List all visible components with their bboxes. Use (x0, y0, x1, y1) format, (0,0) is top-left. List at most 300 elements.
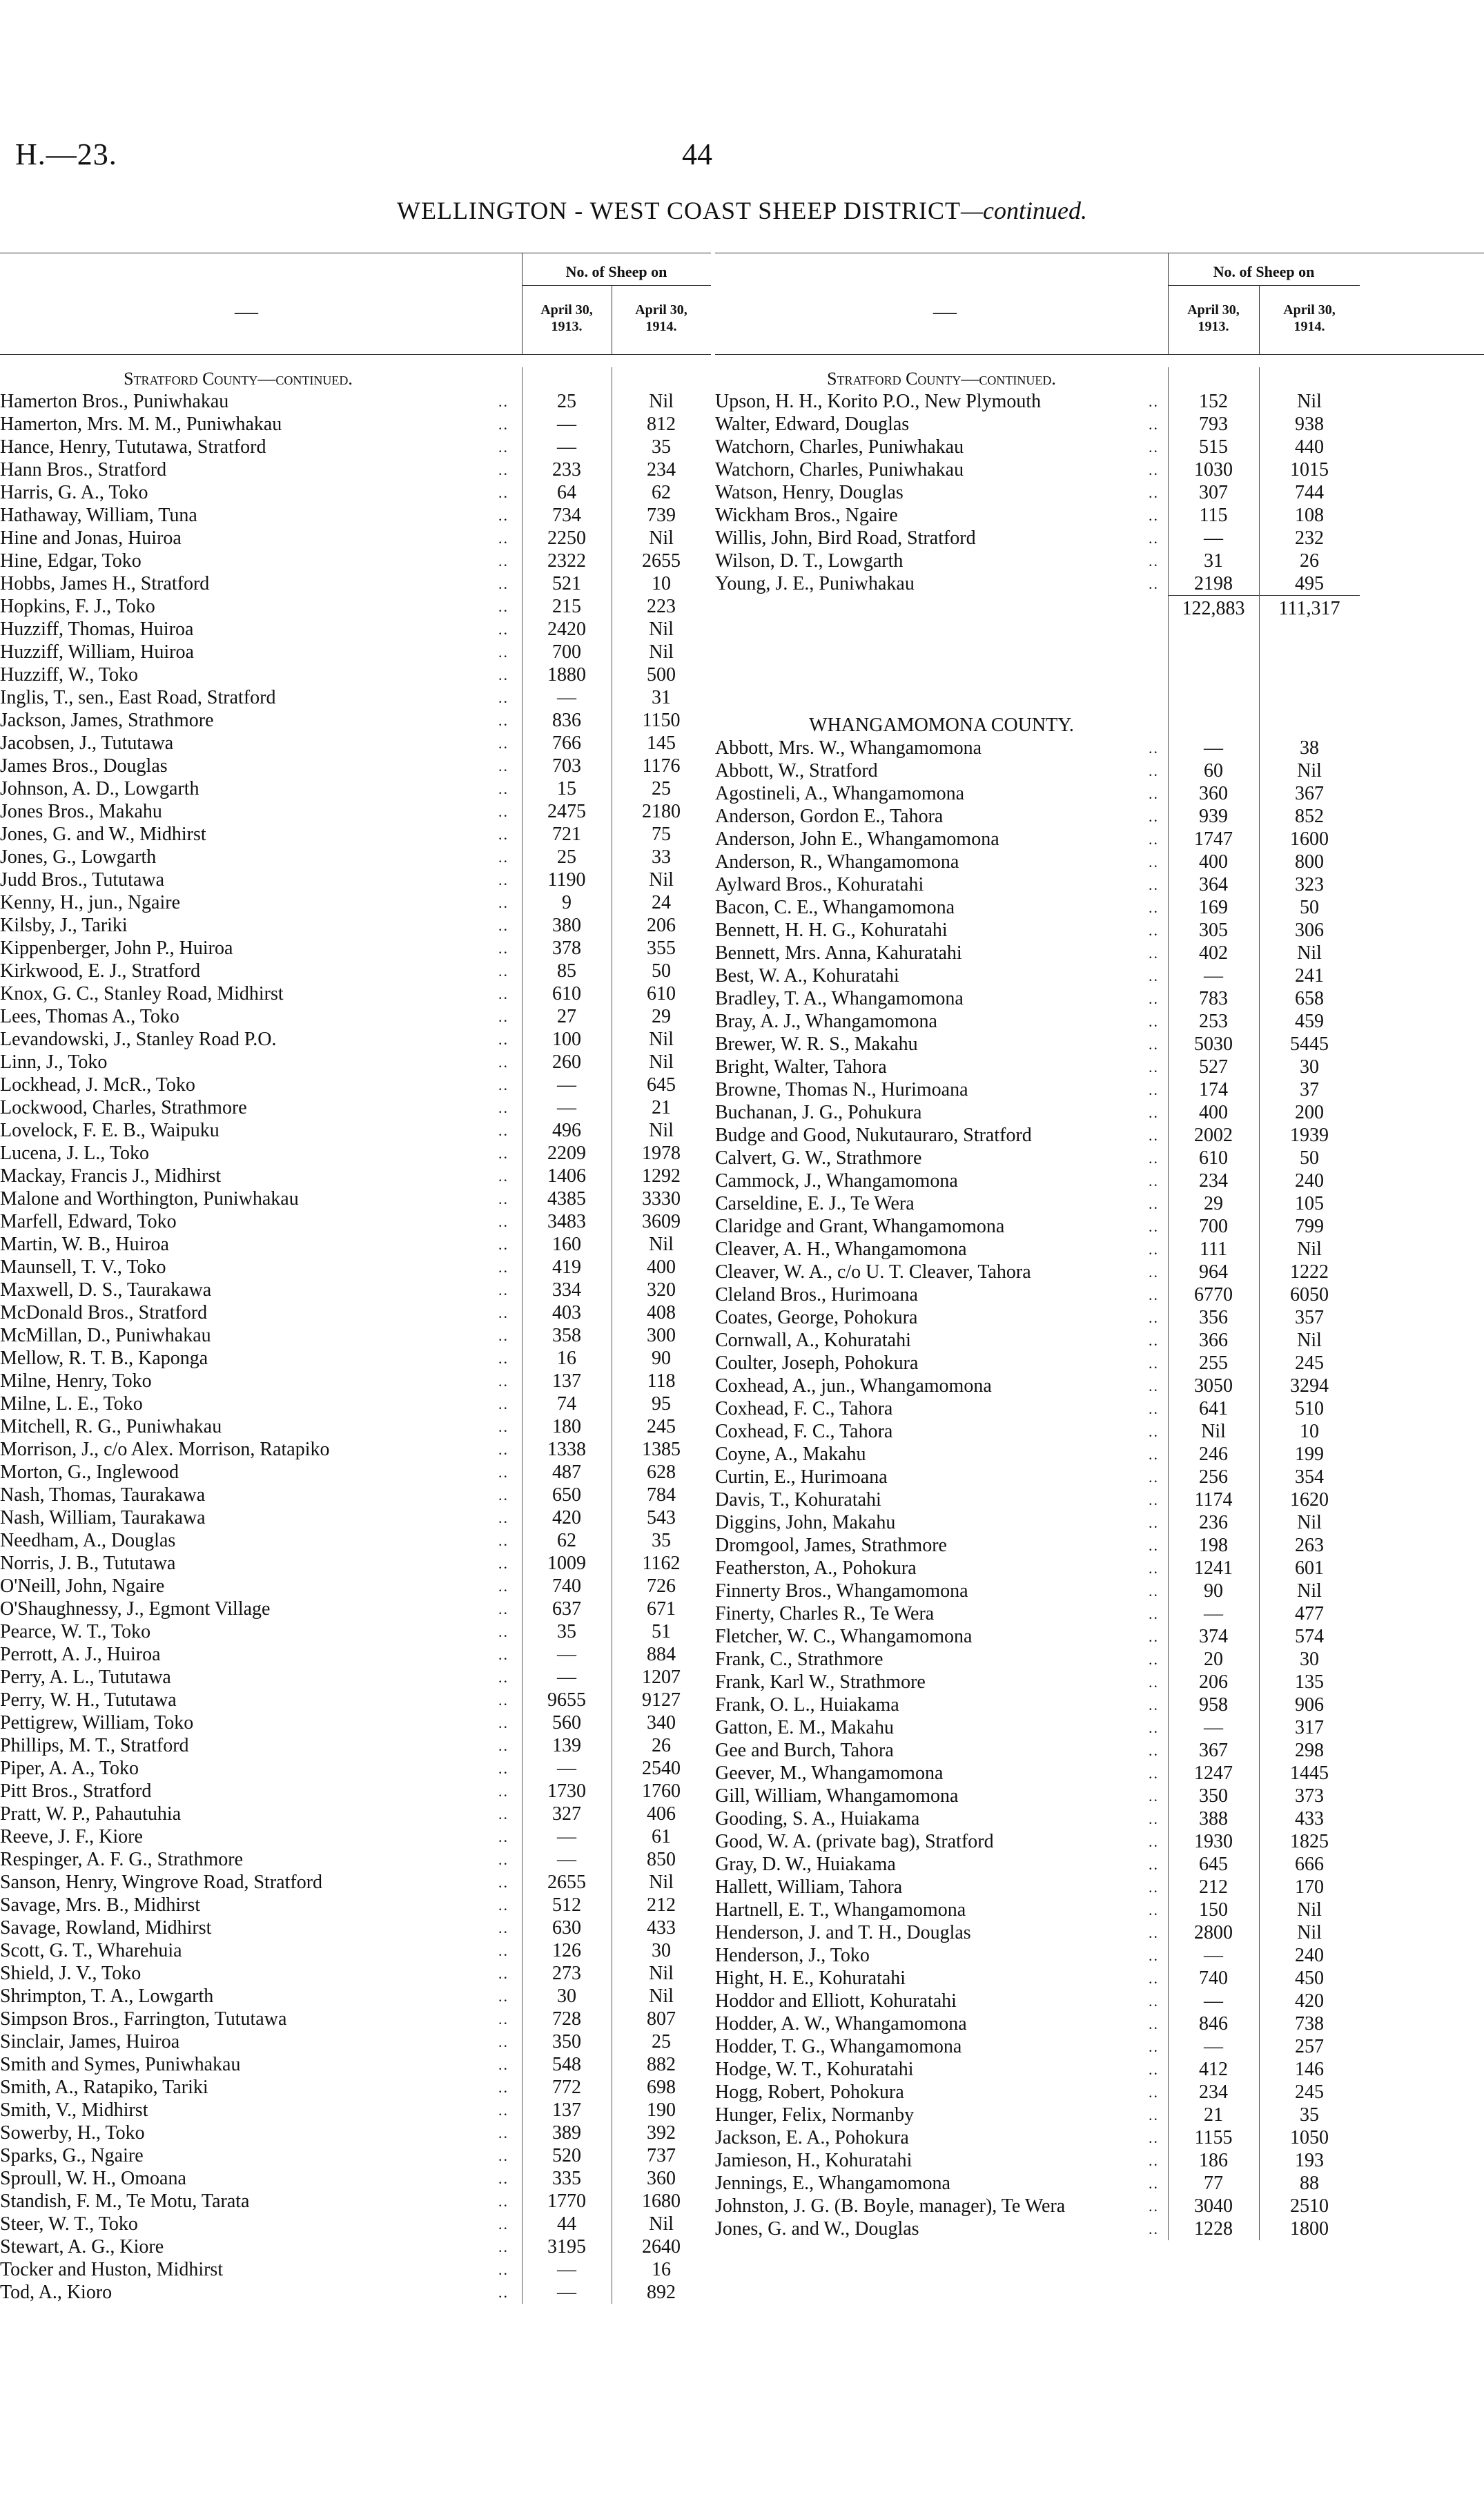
sheep-1913: — (1204, 1945, 1223, 1966)
table-row (715, 413, 1484, 436)
table-row (0, 914, 711, 937)
leader-dots: .. (1149, 1651, 1159, 1668)
sheep-1914: 212 (647, 1894, 676, 1916)
sheep-1913: 783 (1199, 988, 1228, 1009)
table-row (715, 1739, 1484, 1762)
sheep-1914: 24 (652, 892, 671, 913)
sheep-1913: 419 (552, 1256, 581, 1278)
sheep-1914: 1222 (1290, 1261, 1329, 1283)
entry-name: O'Shaughnessy, J., Egmont Village (0, 1598, 271, 1620)
sheep-1913: 560 (552, 1712, 581, 1734)
entry-name: Shrimpton, T. A., Lowgarth (0, 1986, 214, 2007)
entry-name: Bennett, Mrs. Anna, Kahuratahi (715, 942, 962, 964)
table-row (0, 1711, 711, 1734)
leader-dots: .. (498, 1714, 509, 1731)
leader-dots: .. (498, 1281, 509, 1299)
entry-name: Kilsby, J., Tariki (0, 915, 128, 936)
sheep-1914: Nil (1297, 1330, 1322, 1351)
sheep-1914: 1939 (1290, 1125, 1329, 1146)
leader-dots: .. (498, 416, 509, 433)
table-row (0, 1894, 711, 1916)
sheep-1913: 548 (552, 2054, 581, 2075)
table-row (0, 504, 711, 527)
leader-dots: .. (1149, 2197, 1159, 2215)
table-row (715, 759, 1484, 782)
entry-name: Johnson, A. D., Lowgarth (0, 778, 199, 799)
table-row (0, 1871, 711, 1894)
sheep-1913: 1155 (1194, 2127, 1233, 2148)
entry-name: Hodder, T. G., Whangamomona (715, 2036, 962, 2057)
entry-name: Brewer, W. R. S., Makahu (715, 1033, 918, 1055)
table-row (0, 1780, 711, 1803)
table-row (715, 1648, 1484, 1671)
leader-dots: .. (1149, 1491, 1159, 1508)
leader-dots: .. (498, 1942, 509, 1959)
leader-dots: .. (498, 826, 509, 843)
table-row (715, 737, 1484, 759)
section-total-row (715, 595, 1484, 623)
entry-name: Gee and Burch, Tahora (715, 1740, 894, 1761)
leader-dots: .. (498, 1054, 509, 1071)
table-row (715, 851, 1484, 873)
leader-dots: .. (1149, 1355, 1159, 1372)
sheep-1913: — (557, 1758, 576, 1779)
table-row (715, 1238, 1484, 1261)
sheep-1914: Nil (649, 1986, 674, 2007)
sheep-1914: Nil (1297, 760, 1322, 781)
sheep-1913: 334 (552, 1279, 581, 1301)
sheep-1914: 234 (647, 459, 676, 480)
entry-name: Carseldine, E. J., Te Wera (715, 1193, 915, 1214)
sheep-1913: 400 (1199, 1102, 1228, 1123)
sheep-1914: 355 (647, 938, 676, 959)
sheep-1913: 2002 (1194, 1125, 1233, 1146)
entry-name: Pratt, W. P., Pahautuhia (0, 1803, 182, 1825)
sheep-1914: 807 (647, 2008, 676, 2030)
table-row (0, 1803, 711, 1825)
entry-name: Norris, J. B., Tututawa (0, 1553, 176, 1574)
entry-name: Huzziff, W., Toko (0, 664, 138, 686)
sheep-1913: 366 (1199, 1330, 1228, 1351)
sheep-1913: 1247 (1194, 1763, 1233, 1784)
leader-dots: .. (1149, 393, 1159, 410)
leader-dots: .. (1149, 808, 1159, 825)
table-row (0, 1757, 711, 1780)
sheep-1913: 2198 (1194, 573, 1233, 594)
sheep-1913: 174 (1199, 1079, 1228, 1100)
table-row (715, 1329, 1484, 1352)
table-row (715, 1215, 1484, 1238)
table-row (715, 2149, 1484, 2172)
sheep-1913: 630 (552, 1917, 581, 1939)
leader-dots: .. (498, 780, 509, 797)
entry-name: Anderson, Gordon E., Tahora (715, 806, 944, 827)
entry-name: Milne, L. E., Toko (0, 1393, 143, 1415)
entry-name: Shield, J. V., Toko (0, 1963, 141, 1984)
sheep-1913: 641 (1199, 1398, 1228, 1419)
sheep-1913: 1190 (547, 869, 586, 891)
sheep-1914: 1176 (642, 755, 681, 777)
sheep-1914: 241 (1295, 965, 1324, 987)
table-row (715, 1602, 1484, 1625)
sheep-1913: 31 (1204, 550, 1223, 572)
sheep-1914: 645 (647, 1074, 676, 1096)
leader-dots: .. (1149, 1514, 1159, 1531)
entry-name: Sparks, G., Ngaire (0, 2145, 144, 2166)
sheep-1914: 2655 (642, 550, 681, 572)
page-title (0, 196, 1484, 225)
sheep-1913: — (557, 2282, 576, 2303)
leader-dots: .. (1149, 1605, 1159, 1622)
table-row (0, 1916, 711, 1939)
table-row (0, 618, 711, 641)
entry-name: Bradley, T. A., Whangamomona (715, 988, 964, 1009)
table-row (0, 2076, 711, 2099)
entry-name: Kirkwood, E. J., Stratford (0, 960, 201, 982)
total-1914: 111,317 (1278, 598, 1340, 619)
sheep-1914: 38 (1300, 737, 1319, 759)
leader-dots: .. (1149, 1309, 1159, 1326)
sheep-1913: 412 (1199, 2059, 1228, 2080)
entry-name: Jones Bros., Makahu (0, 801, 162, 822)
entry-name: Agostineli, A., Whangamomona (715, 783, 965, 804)
entry-name: Hunger, Felix, Normanby (715, 2104, 915, 2126)
table-row (0, 1666, 711, 1689)
sheep-1914: 543 (647, 1507, 676, 1528)
sheep-1914: 245 (1295, 1352, 1324, 1374)
section-title: WHANGAMOMONA COUNTY. (809, 715, 1074, 736)
sheep-1914: 2180 (642, 801, 681, 822)
entry-name: Kenny, H., jun., Ngaire (0, 892, 181, 913)
entry-name: Frank, Karl W., Strathmore (715, 1671, 926, 1693)
sheep-1914: 37 (1300, 1079, 1319, 1100)
sheep-1913: 77 (1204, 2173, 1223, 2194)
entry-name: Bray, A. J., Whangamomona (715, 1011, 937, 1032)
sheep-1914: 9127 (642, 1689, 681, 1711)
leader-dots: .. (498, 461, 509, 478)
leader-dots: .. (498, 735, 509, 752)
entry-name: Huzziff, Thomas, Huiroa (0, 619, 194, 640)
leader-dots: .. (498, 1031, 509, 1048)
table-row (0, 527, 711, 550)
leader-dots: .. (1149, 484, 1159, 501)
sheep-1914: 392 (647, 2122, 676, 2144)
leader-dots: .. (1149, 1036, 1159, 1053)
sheep-1914: Nil (649, 527, 674, 549)
entry-name: Henderson, J., Toko (715, 1945, 870, 1966)
sheep-1914: 21 (652, 1097, 671, 1118)
sheep-1914: 408 (647, 1302, 676, 1323)
sheep-1914: 50 (652, 960, 671, 982)
sheep-1913: 521 (552, 573, 581, 594)
leader-dots: .. (1149, 1446, 1159, 1463)
entry-name: McMillan, D., Puniwhakau (0, 1325, 211, 1346)
sheep-1913: 402 (1199, 942, 1228, 964)
sheep-1913: 246 (1199, 1444, 1228, 1465)
sheep-1913: 74 (557, 1393, 576, 1415)
entry-name: Reeve, J. F., Kiore (0, 1826, 143, 1847)
leader-dots: .. (498, 2284, 509, 2301)
table-row (0, 960, 711, 982)
leader-dots: .. (498, 2147, 509, 2164)
entry-name: Hallett, William, Tahora (715, 1876, 903, 1898)
sheep-1914: 495 (1295, 573, 1324, 594)
sheep-1914: 882 (647, 2054, 676, 2075)
sheep-1913: 728 (552, 2008, 581, 2030)
sheep-1914: 35 (1300, 2104, 1319, 2126)
sheep-1913: 20 (1204, 1649, 1223, 1670)
entry-name: Young, J. E., Puniwhakau (715, 573, 915, 594)
leader-dots: .. (1149, 990, 1159, 1007)
sheep-1913: — (1204, 965, 1223, 987)
sheep-1913: — (557, 1097, 576, 1118)
entry-name: Coxhead, A., jun., Whangamomona (715, 1375, 992, 1397)
table-row (0, 1279, 711, 1301)
sheep-1913: 152 (1199, 391, 1228, 412)
sheep-1913: 100 (552, 1029, 581, 1050)
table-row (0, 937, 711, 960)
sheep-1914: 3294 (1290, 1375, 1329, 1397)
header-group-label: No. of Sheep on (522, 263, 711, 281)
sheep-1913: 958 (1199, 1694, 1228, 1716)
entry-name: Lees, Thomas A., Toko (0, 1006, 179, 1027)
sheep-1913: 3195 (547, 2236, 586, 2258)
leader-dots: .. (1149, 2038, 1159, 2055)
entry-name: Abbott, Mrs. W., Whangamomona (715, 737, 982, 759)
sheep-1914: 698 (647, 2077, 676, 2098)
sheep-1913: 6770 (1194, 1284, 1233, 1305)
leader-dots: .. (1149, 1878, 1159, 1896)
leader-dots: .. (498, 1213, 509, 1230)
entry-name: Bacon, C. E., Whangamomona (715, 897, 955, 918)
table-row (715, 550, 1484, 572)
table-row (0, 572, 711, 595)
leader-dots: .. (1149, 1970, 1159, 1987)
page-number: 44 (682, 137, 712, 171)
sheep-1913: 2209 (547, 1143, 586, 1164)
entry-name: Phillips, M. T., Stratford (0, 1735, 189, 1756)
sheep-1913: 1730 (547, 1780, 586, 1802)
sheep-1913: 846 (1199, 2013, 1228, 2035)
entry-name: Knox, G. C., Stanley Road, Midhirst (0, 983, 284, 1004)
sheep-1913: — (557, 1826, 576, 1847)
leader-dots: .. (1149, 1901, 1159, 1919)
sheep-1914: 90 (652, 1348, 671, 1369)
table-row (0, 1620, 711, 1643)
sheep-1914: 737 (647, 2145, 676, 2166)
leader-dots: .. (498, 1896, 509, 1914)
leader-dots: .. (1149, 1104, 1159, 1121)
sheep-1914: Nil (649, 869, 674, 891)
entry-name: Pettigrew, William, Toko (0, 1712, 194, 1734)
sheep-1913: — (1204, 737, 1223, 759)
sheep-1913: 111 (1200, 1239, 1227, 1260)
leader-dots: .. (498, 1965, 509, 1982)
entry-name: Hodder, A. W., Whangamomona (715, 2013, 967, 2035)
leader-dots: .. (498, 1509, 509, 1526)
table-row (0, 458, 711, 481)
entry-name: Harris, G. A., Toko (0, 482, 148, 503)
sheep-1913: 520 (552, 2145, 581, 2166)
table-row (0, 1438, 711, 1461)
sheep-1914: 373 (1295, 1785, 1324, 1807)
table-row (0, 1575, 711, 1598)
header-col-1914: April 30, 1914. (1283, 302, 1336, 334)
table-row (715, 458, 1484, 481)
table-row (0, 1825, 711, 1848)
table-row (0, 1415, 711, 1438)
sheep-1913: — (557, 1667, 576, 1688)
sheep-1914: 400 (647, 1256, 676, 1278)
entry-name: Kippenberger, John P., Huiroa (0, 938, 233, 959)
sheep-1913: 403 (552, 1302, 581, 1323)
table-row (715, 987, 1484, 1010)
sheep-1914: 240 (1295, 1170, 1324, 1192)
leader-dots: .. (1149, 1468, 1159, 1486)
leader-dots: .. (498, 1737, 509, 1754)
column-rule (522, 367, 523, 2304)
table-row (0, 1233, 711, 1256)
sheep-1913: 212 (1199, 1876, 1228, 1898)
leader-dots: .. (498, 2033, 509, 2050)
sheep-1914: 30 (1300, 1649, 1319, 1670)
sheep-1913: 793 (1199, 414, 1228, 435)
sheep-1914: 200 (1295, 1102, 1324, 1123)
leader-dots: .. (498, 985, 509, 1002)
sheep-1913: 206 (1199, 1671, 1228, 1693)
entry-name: Cleaver, A. H., Whangamomona (715, 1239, 967, 1260)
sheep-1913: 9 (562, 892, 572, 913)
sheep-1914: 812 (647, 414, 676, 435)
entry-name: Coates, George, Pohokura (715, 1307, 918, 1328)
sheep-1913: 2800 (1194, 1922, 1233, 1943)
entry-name: Sproull, W. H., Omoana (0, 2168, 186, 2189)
table-row (0, 1392, 711, 1415)
leader-dots: .. (1149, 1582, 1159, 1600)
sheep-1913: 160 (552, 1234, 581, 1255)
sheep-1913: 29 (1204, 1193, 1223, 1214)
table-row (0, 481, 711, 504)
entry-name: Mackay, Francis J., Midhirst (0, 1165, 222, 1187)
sheep-1913: 64 (557, 482, 576, 503)
sheep-1914: 135 (1295, 1671, 1324, 1693)
sheep-1914: 10 (1300, 1421, 1319, 1442)
table-row (715, 504, 1484, 527)
table-row (0, 2122, 711, 2144)
sheep-1913: 9655 (547, 1689, 586, 1711)
table-row (0, 2144, 711, 2167)
leader-dots: .. (1149, 1924, 1159, 1941)
entry-name: Anderson, R., Whangamomona (715, 851, 959, 873)
table-row (0, 1347, 711, 1370)
table-row (0, 2008, 711, 2030)
sheep-1913: — (1204, 1990, 1223, 2012)
entry-name: Savage, Rowland, Midhirst (0, 1917, 212, 1939)
entry-name: Hance, Henry, Tututawa, Stratford (0, 436, 266, 458)
sheep-1913: 740 (552, 1575, 581, 1597)
leader-dots: .. (1149, 1537, 1159, 1554)
sheep-1914: 799 (1295, 1216, 1324, 1237)
entry-name: Steer, W. T., Toko (0, 2213, 138, 2235)
sheep-1913: 964 (1199, 1261, 1228, 1283)
leader-dots: .. (498, 1327, 509, 1344)
sheep-1913: 380 (552, 915, 581, 936)
entry-name: Cammock, J., Whangamomona (715, 1170, 958, 1192)
sheep-1914: 440 (1295, 436, 1324, 458)
table-row (715, 1762, 1484, 1785)
sheep-1914: 2540 (642, 1758, 681, 1779)
table-row (0, 709, 711, 732)
leader-dots: .. (498, 1691, 509, 1709)
table-row (715, 2217, 1484, 2240)
leader-dots: .. (1149, 1833, 1159, 1850)
sheep-1913: 2655 (547, 1872, 586, 1893)
sheep-1914: 1600 (1290, 828, 1329, 850)
sheep-1913: 2250 (547, 527, 586, 549)
sheep-1914: 892 (647, 2282, 676, 2303)
entry-name: Simpson Bros., Farrington, Tututawa (0, 2008, 287, 2030)
table-row (715, 1397, 1484, 1420)
sheep-1913: 198 (1199, 1535, 1228, 1556)
right-table-header (715, 253, 1484, 355)
sheep-1914: 357 (1295, 1307, 1324, 1328)
table-row (715, 1375, 1484, 1397)
entry-name: Sinclair, James, Huiroa (0, 2031, 180, 2052)
table-row (715, 1124, 1484, 1147)
table-row (715, 1443, 1484, 1466)
entry-name: Walter, Edward, Douglas (715, 414, 910, 435)
sheep-1913: 30 (557, 1986, 576, 2007)
sheep-1913: 90 (1204, 1580, 1223, 1602)
sheep-1914: 105 (1295, 1193, 1324, 1214)
table-row (715, 390, 1484, 413)
sheep-1913: 496 (552, 1120, 581, 1141)
entry-name: Featherston, A., Pohokura (715, 1557, 917, 1579)
sheep-1913: 650 (552, 1484, 581, 1506)
sheep-1913: 772 (552, 2077, 581, 2098)
entry-name: Jones, G., Lowgarth (0, 846, 157, 868)
leader-dots: .. (1149, 1787, 1159, 1805)
leader-dots: .. (498, 894, 509, 911)
sheep-1913: 515 (1199, 436, 1228, 458)
sheep-1914: Nil (649, 1120, 674, 1141)
table-row (715, 1511, 1484, 1534)
sheep-1914: 51 (652, 1621, 671, 1642)
table-row (0, 2258, 711, 2281)
table-row (0, 1552, 711, 1575)
leader-dots: .. (498, 1190, 509, 1207)
entry-name: Perry, W. H., Tututawa (0, 1689, 177, 1711)
sheep-1914: 340 (647, 1712, 676, 1734)
table-row (0, 1734, 711, 1757)
table-row (715, 1101, 1484, 1124)
entry-name: Martin, W. B., Huiroa (0, 1234, 169, 1255)
entry-name: Jackson, James, Strathmore (0, 710, 214, 731)
sheep-1914: 450 (1295, 1968, 1324, 1989)
table-row (0, 2190, 711, 2213)
entry-name: Gooding, S. A., Huiakama (715, 1808, 920, 1829)
sheep-1913: 137 (552, 1370, 581, 1392)
entry-name: Cornwall, A., Kohuratahi (715, 1330, 911, 1351)
entry-name: Finnerty Bros., Whangamomona (715, 1580, 968, 1602)
sheep-1913: 356 (1199, 1307, 1228, 1328)
sheep-1913: 236 (1199, 1512, 1228, 1533)
sheep-1913: — (557, 414, 576, 435)
sheep-1913: 358 (552, 1325, 581, 1346)
sheep-1914: Nil (649, 1029, 674, 1050)
sheep-1913: 327 (552, 1803, 581, 1825)
leader-dots: .. (498, 917, 509, 934)
